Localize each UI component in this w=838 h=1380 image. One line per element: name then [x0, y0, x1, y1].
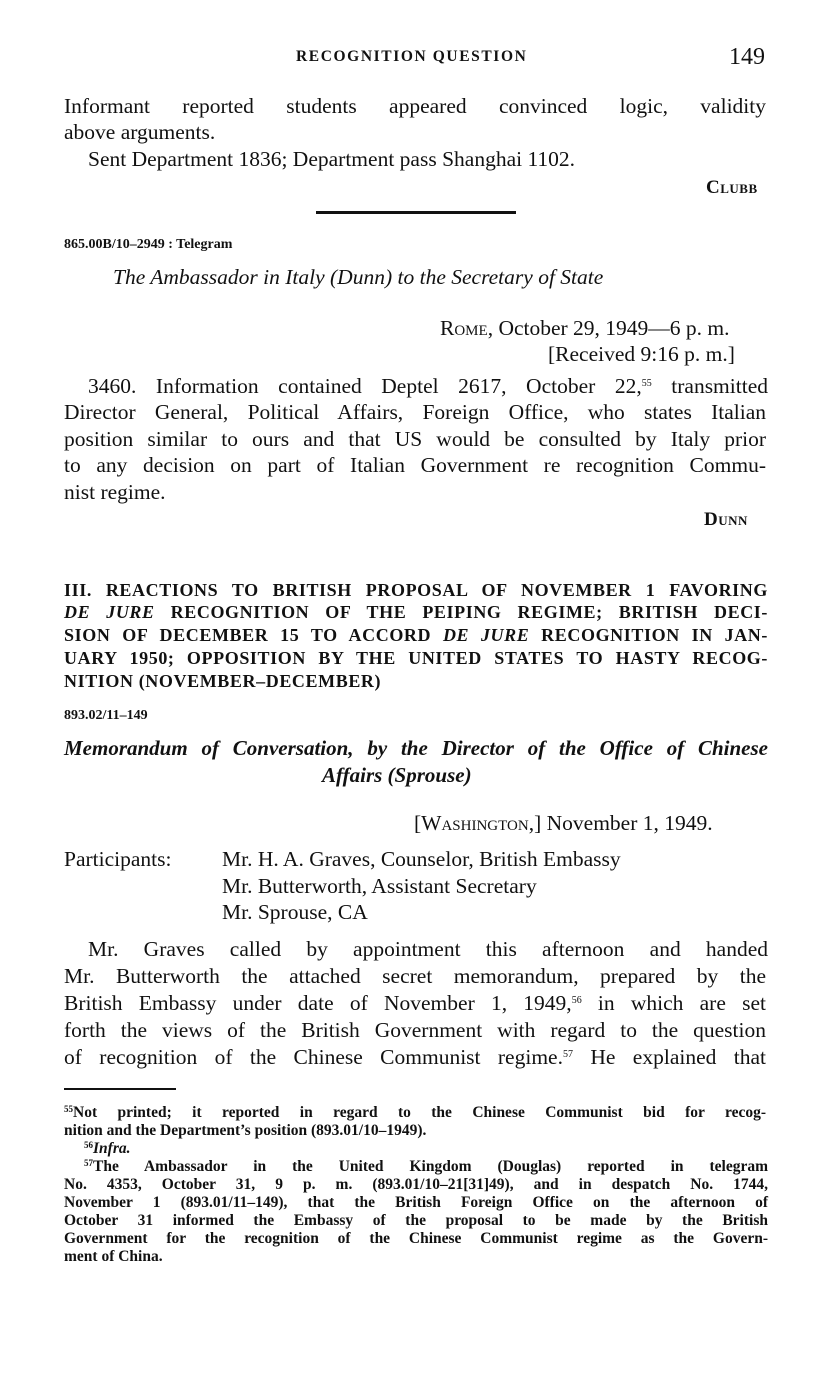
text-run: DE JURE [64, 602, 155, 622]
paragraph-line [64, 1044, 766, 1070]
paragraph-line: Informant reported students appeared convinced logic, validity [64, 94, 766, 118]
participant: Mr. Butterworth, Assistant Secretary [222, 873, 537, 898]
section-divider [316, 211, 516, 214]
paragraph-line [64, 990, 766, 1016]
text-run: in which are set [581, 991, 766, 1015]
text-run: He explained that [572, 1045, 766, 1069]
paragraph-line: Director General, Political Affairs, Foreign Office, who states Italian [64, 400, 766, 424]
text-run: Infra. [93, 1140, 131, 1157]
paragraph-line [88, 373, 768, 399]
footnote-ref: 56 [571, 995, 582, 1006]
signature: Dunn [704, 509, 748, 530]
footnote-line: No. 4353, October 31, 9 p. m. (893.01/10–21[31]49), and in despatch No. 1744, [64, 1176, 768, 1193]
footnote-line: Government for the recognition of the Chinese Communist regime as the Govern- [64, 1230, 768, 1247]
text-run: DE JURE [442, 625, 530, 645]
section-heading-line: UARY 1950; OPPOSITION BY THE UNITED STATES TO HASTY RECOG- [64, 648, 768, 668]
footnote-line [84, 1158, 768, 1175]
dateline-place: Washington, [421, 811, 535, 835]
section-heading-line [64, 600, 768, 624]
section-heading-line: NITION (NOVEMBER–DECEMBER) [64, 671, 382, 691]
document-title-part: Dunn [337, 265, 385, 289]
document-title-part: to the Secretary of State [397, 265, 604, 289]
document-title: Affairs (Sprouse) [322, 763, 472, 787]
paragraph-line: Mr. Butterworth the attached secret memorandum, prepared by the [64, 964, 766, 988]
footnote-line: ment of China. [64, 1248, 163, 1265]
dateline-place: Rome [440, 316, 488, 340]
footnote-line: November 1 (893.01/11–149), that the British Foreign Office on the afternoon of [64, 1194, 768, 1211]
text-run: The Ambassador in the United Kingdom (Douglas) reported in telegram [93, 1158, 768, 1175]
section-heading-line: III. REACTIONS TO BRITISH PROPOSAL OF NOVEMBER 1 FAVORING [64, 580, 768, 600]
signature: Clubb [706, 177, 758, 198]
file-number: 893.02/11–149 [64, 708, 148, 723]
footnote-rule [64, 1088, 176, 1090]
received-line: [Received 9:16 p. m.] [548, 342, 735, 366]
text-run: RECOGNITION IN JAN- [541, 625, 768, 645]
document-title: The Ambassador in Italy (Dunn) to the Secretary of State [113, 265, 604, 289]
text-run: British Embassy under date of November 1, 1949, [64, 991, 572, 1015]
footnote-line [84, 1140, 130, 1157]
footnote-number: 55 [64, 1104, 73, 1114]
footnote-line: nition and the Department’s position (893.01/10–1949). [64, 1122, 427, 1139]
footnote-number: 57 [84, 1158, 93, 1168]
footnote-number: 56 [84, 1140, 93, 1150]
text-run: Not printed; it reported in regard to the Chinese Communist bid for recog- [73, 1104, 766, 1121]
text-run: of recognition of the Chinese Communist regime. [64, 1045, 563, 1069]
footnote-line [64, 1104, 766, 1121]
page-number: 149 [729, 44, 765, 70]
paragraph-line: Mr. Graves called by appointment this afternoon and handed [88, 937, 768, 961]
document-title: Memorandum of Conversation, by the Director of the Office of Chinese [64, 736, 768, 760]
participants-label: Participants: [64, 847, 172, 871]
text-run: Affairs [322, 763, 383, 787]
paragraph-line: nist regime. [64, 480, 166, 504]
participants-list [222, 846, 621, 926]
dateline-date: , October 29, 1949—6 p. m. [487, 316, 730, 340]
section-heading-line [64, 623, 768, 647]
document-title-part: The Ambassador in Italy [113, 265, 325, 289]
paragraph-line: Sent Department 1836; Department pass Shanghai 1102. [88, 147, 576, 171]
text-run: Sprouse [394, 763, 465, 787]
participant: Mr. H. A. Graves, Counselor, British Embassy [222, 847, 621, 871]
text-run: SION OF DECEMBER 15 TO ACCORD [64, 625, 432, 645]
paragraph-line: forth the views of the British Government with regard to the question [64, 1018, 766, 1042]
dateline [440, 315, 730, 341]
running-title: RECOGNITION QUESTION [296, 48, 528, 65]
file-number: 865.00B/10–2949 : Telegram [64, 237, 233, 252]
participant: Mr. Sprouse, CA [222, 900, 368, 924]
text-run: transmitted [651, 374, 768, 398]
paragraph-line: to any decision on part of Italian Government re recognition Commu- [64, 453, 766, 477]
paragraph-line: position similar to ours and that US would be consulted by Italy prior [64, 427, 766, 451]
paragraph-line: above arguments. [64, 120, 216, 144]
footnote-line: October 31 informed the Embassy of the proposal to be made by the British [64, 1212, 768, 1229]
footnote-ref: 55 [641, 378, 652, 389]
dateline: [Washington,] November 1, 1949. [414, 811, 713, 835]
footnote-ref: 57 [562, 1049, 573, 1060]
text-run: RECOGNITION OF THE PEIPING REGIME; BRITISH DECI- [170, 602, 768, 622]
dateline-date: November 1, 1949. [541, 811, 713, 835]
text-run: 3460. Information contained Deptel 2617, October 22, [88, 374, 642, 398]
